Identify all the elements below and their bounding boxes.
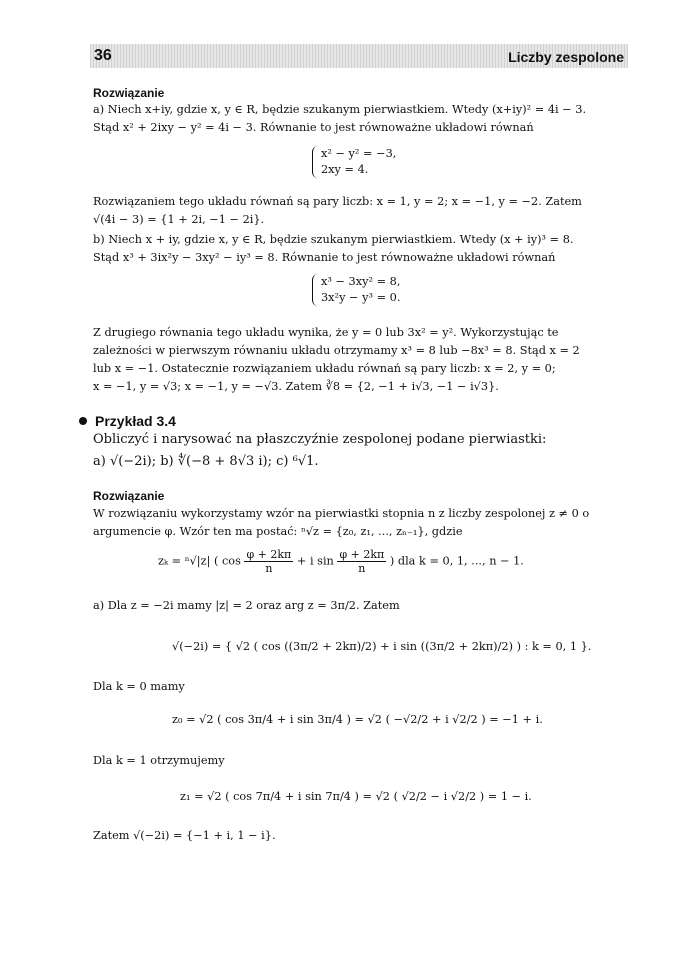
fraction-denominator: n: [265, 562, 273, 575]
system1-row2: 2xy = 4.: [321, 163, 369, 176]
formula-left: zₖ = ⁿ√|z| ( cos: [158, 554, 241, 568]
para-2-line2: argumencie φ. Wzór ten ma postać: ⁿ√z = {z₀, z₁, ..., zₙ₋₁}, gdzie: [93, 525, 463, 538]
equation-system-2: [312, 274, 400, 306]
example-title: [79, 413, 176, 429]
para-c-line2: zależności w pierwszym równaniu układu otrzymamy x³ = 8 lub −8x³ = 8. Stąd x = 2: [93, 344, 580, 357]
z0-formula: z₀ = √2 ( cos 3π/4 + i sin 3π/4 ) = √2 ( −√2/2 + i √2/2 ) = −1 + i.: [172, 713, 543, 726]
formula-fraction-1: [244, 548, 293, 575]
fraction-numerator: φ + 2kπ: [246, 548, 292, 561]
formula-mid: + i sin: [296, 554, 334, 568]
fraction-denominator-2: n: [358, 562, 366, 575]
para-b-line1: b) Niech x + iy, gdzie x, y ∈ R, będzie szukanym pierwiastkiem. Wtedy (x + iy)³ = 8.: [93, 233, 574, 246]
example-items: a) √(−2i); b) ∜(−8 + 8√3 i); c) ⁶√1.: [93, 454, 319, 469]
solution-heading-1: Rozwiązanie: [93, 86, 165, 100]
z1-formula: z₁ = √2 ( cos 7π/4 + i sin 7π/4 ) = √2 ( √2/2 − i √2/2 ) = 1 − i.: [180, 790, 532, 803]
final-answer: Zatem √(−2i) = {−1 + i, 1 − i}.: [93, 829, 276, 842]
formula-right: ) dla k = 0, 1, ..., n − 1.: [389, 554, 524, 568]
system1-row1: x² − y² = −3,: [321, 147, 397, 160]
para-c-line4: x = −1, y = √3; x = −1, y = −√3. Zatem ∛8 = {2, −1 + i√3, −1 − i√3}.: [93, 380, 499, 393]
formula-fraction-2: [337, 548, 386, 575]
equation-system-1: [312, 146, 396, 178]
page-number: 36: [94, 47, 112, 64]
fraction-numerator-2: φ + 2kπ: [339, 548, 385, 561]
para-a-line1: a) Niech x+iy, gdzie x, y ∈ R, będzie szukanym pierwiastkiem. Wtedy (x+iy)² = 4i − 3.: [93, 103, 587, 116]
k0-label: Dla k = 0 mamy: [93, 680, 185, 693]
example-title-text: Przykład 3.4: [95, 413, 176, 429]
para-c-line3: lub x = −1. Ostatecznie rozwiązaniem układu równań są pary liczb: x = 2, y = 0;: [93, 362, 556, 375]
example-task: Obliczyć i narysować na płaszczyźnie zespolonej podane pierwiastki:: [93, 432, 547, 447]
para-2-line1: W rozwiązaniu wykorzystamy wzór na pierwiastki stopnia n z liczby zespolonej z ≠ 0 o: [93, 507, 590, 520]
k1-label: Dla k = 1 otrzymujemy: [93, 754, 225, 767]
para-b-line2: Stąd x³ + 3ix²y − 3xy² − iy³ = 8. Równanie to jest równoważne układowi równań: [93, 251, 556, 264]
system2-row2: 3x²y − y³ = 0.: [321, 291, 401, 304]
chapter-title: Liczby zespolone: [508, 49, 624, 65]
para-solution-line2: √(4i − 3) = {1 + 2i, −1 − 2i}.: [93, 213, 265, 226]
solution-heading-2: Rozwiązanie: [93, 489, 165, 503]
para-c-line1: Z drugiego równania tego układu wynika, że y = 0 lub 3x² = y². Wykorzystując te: [93, 326, 559, 339]
page-header: [90, 44, 628, 68]
bullet-icon: [79, 417, 87, 425]
para-a-line2: Stąd x² + 2ixy − y² = 4i − 3. Równanie to jest równoważne układowi równań: [93, 121, 534, 134]
system2-row1: x³ − 3xy² = 8,: [321, 275, 401, 288]
general-root-formula: [158, 548, 524, 575]
root-set-formula: √(−2i) = { √2 ( cos ((3π/2 + 2kπ)/2) + i sin ((3π/2 + 2kπ)/2) ) : k = 0, 1 }.: [172, 640, 592, 653]
para-solution-line1: Rozwiązaniem tego układu równań są pary liczb: x = 1, y = 2; x = −1, y = −2. Zatem: [93, 195, 582, 208]
para-2a-line: a) Dla z = −2i mamy |z| = 2 oraz arg z = 3π/2. Zatem: [93, 599, 400, 612]
